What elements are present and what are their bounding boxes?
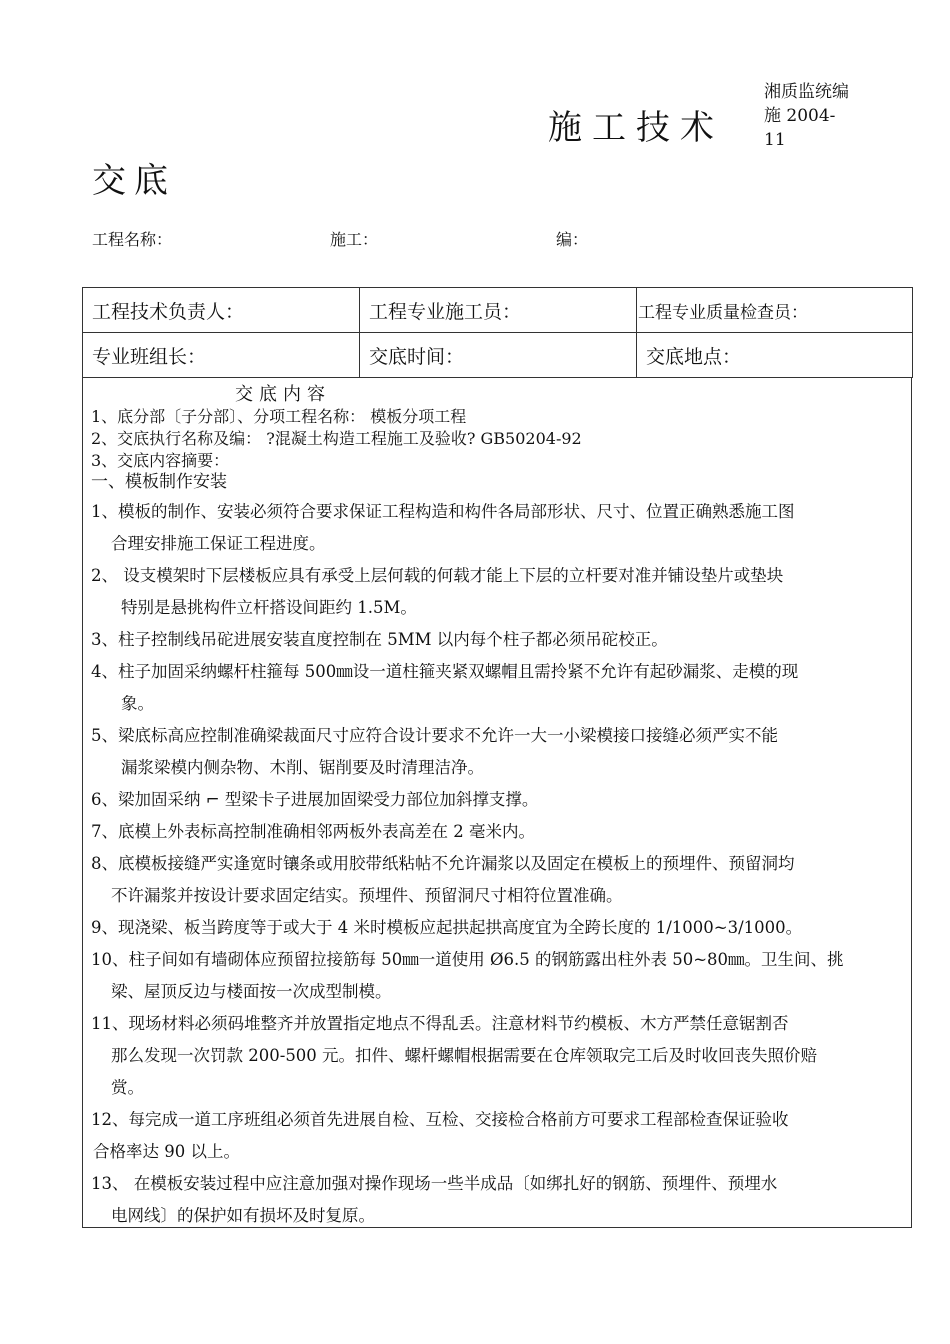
list-item [91, 848, 903, 912]
meta-line: 3、交底内容摘要： [91, 451, 230, 470]
item-line: 5、梁底标高应控制准确梁裁面尺寸应符合设计要求不允许一大一小梁模接口接缝必须严实不能 [91, 726, 778, 745]
document-title-line1: 施工技术 [548, 108, 724, 148]
list-item [91, 1008, 903, 1104]
tech-lead-cell: 工程技术负责人： [83, 288, 360, 333]
item-line: 10、柱子间如有墙砌体应预留拉接筋每 50㎜一道使用 Ø6.5 的钢筋露出柱外表 50~80㎜。卫生间、挑 [91, 950, 844, 969]
list-item [91, 1168, 903, 1232]
item-line: 11、现场材料必须码堆整齐并放置指定地点不得乱丢。注意材料节约模板、木方严禁任意锯割否 [91, 1014, 789, 1033]
list-item [91, 816, 903, 848]
list-item [91, 944, 903, 1008]
personnel-row [83, 333, 913, 378]
document-code-stamp: 湘质监统编 施 2004-11 [764, 82, 849, 150]
content-heading: 交底内容 [235, 384, 331, 405]
project-name-label: 工程名称： [92, 230, 173, 249]
handover-time-cell: 交底时间： [360, 333, 637, 378]
item-line: 那么发现一次罚款 200-500 元。扣件、螺杆螺帽根据需要在仓库领取完工后及时收回丧失照价赔 [111, 1046, 818, 1065]
item-line: 合理安排施工保证工程进度。 [111, 534, 326, 553]
item-line: 7、底模上外表标高控制准确相邻两板外表高差在 2 毫米内。 [91, 822, 535, 841]
constructor-cell: 工程专业施工员： [360, 288, 637, 333]
item-line: 特别是悬挑构件立杆搭设间距约 1.5M。 [121, 598, 417, 617]
item-line: 3、柱子控制线吊砣进展安装直度控制在 5MM 以内每个柱子都必须吊砣校正。 [91, 630, 668, 649]
meta-line: 1、底分部〔子分部〕、分项工程名称： 模板分项工程 [91, 407, 467, 426]
list-item [91, 720, 903, 784]
document-title-line2: 交底 [92, 161, 176, 201]
item-line: 合格率达 90 以上。 [93, 1142, 240, 1161]
item-line: 8、底模板接缝严实逢宽时镶条或用胶带纸粘帖不允许漏浆以及固定在模板上的预埋件、预留洞均 [91, 854, 795, 873]
list-item [91, 912, 903, 944]
item-line: 赏。 [111, 1078, 144, 1097]
item-line: 6、梁加固采纳 ⌐ 型梁卡子进展加固梁受力部位加斜撑支撑。 [91, 790, 539, 809]
list-item [91, 1104, 903, 1168]
handover-content-box [82, 378, 912, 1228]
personnel-table [82, 287, 913, 378]
item-line: 13、 在模板安装过程中应注意加强对操作现场一些半成品〔如绑扎好的钢筋、预埋件、预埋水 [91, 1174, 778, 1193]
item-line: 2、 设支模架时下层楼板应具有承受上层何载的何载才能上下层的立杆要对准并铺设垫片或垫块 [91, 566, 784, 585]
list-item [91, 560, 903, 624]
section-heading: 一、模板制作安装 [91, 472, 227, 492]
item-line: 象。 [121, 694, 154, 713]
item-line: 4、柱子加固采纳螺杆柱箍每 500㎜设一道柱箍夹紧双螺帽且需拎紧不允许有起砂漏浆、走模的现 [91, 662, 799, 681]
list-item [91, 624, 903, 656]
meta-line: 2、交底执行名称及编： ?混凝土构造工程施工及验收? GB50204-92 [91, 429, 582, 448]
personnel-row [83, 288, 913, 333]
team-leader-cell: 专业班组长： [83, 333, 360, 378]
item-line: 不许漏浆并按设计要求固定结实。预埋件、预留洞尺寸相符位置准确。 [111, 886, 623, 905]
item-line: 1、模板的制作、安装必须符合要求保证工程构造和构件各局部形状、尺寸、位置正确熟悉施工图 [91, 502, 795, 521]
item-line: 电网线〕的保护如有损坏及时复原。 [111, 1206, 375, 1225]
list-item [91, 656, 903, 720]
item-line: 漏浆梁模内侧杂物、木削、锯削要及时清理洁净。 [121, 758, 484, 777]
list-item [91, 784, 903, 816]
item-line: 9、现浇梁、板当跨度等于或大于 4 米时模板应起拱起拱高度宜为全跨长度的 1/1000~3/1000。 [91, 918, 803, 937]
item-line: 梁、屋顶反边与楼面按一次成型制模。 [111, 982, 392, 1001]
construction-label: 施工： [330, 230, 379, 249]
handover-place-cell: 交底地点： [637, 333, 913, 378]
list-item [91, 496, 903, 560]
item-line: 12、每完成一道工序班组必须首先进展自检、互检、交接检合格前方可要求工程部检查保证验收 [91, 1110, 789, 1129]
quality-inspector-cell: 工程专业质量检查员： [637, 288, 913, 333]
edit-label: 编： [556, 230, 589, 249]
